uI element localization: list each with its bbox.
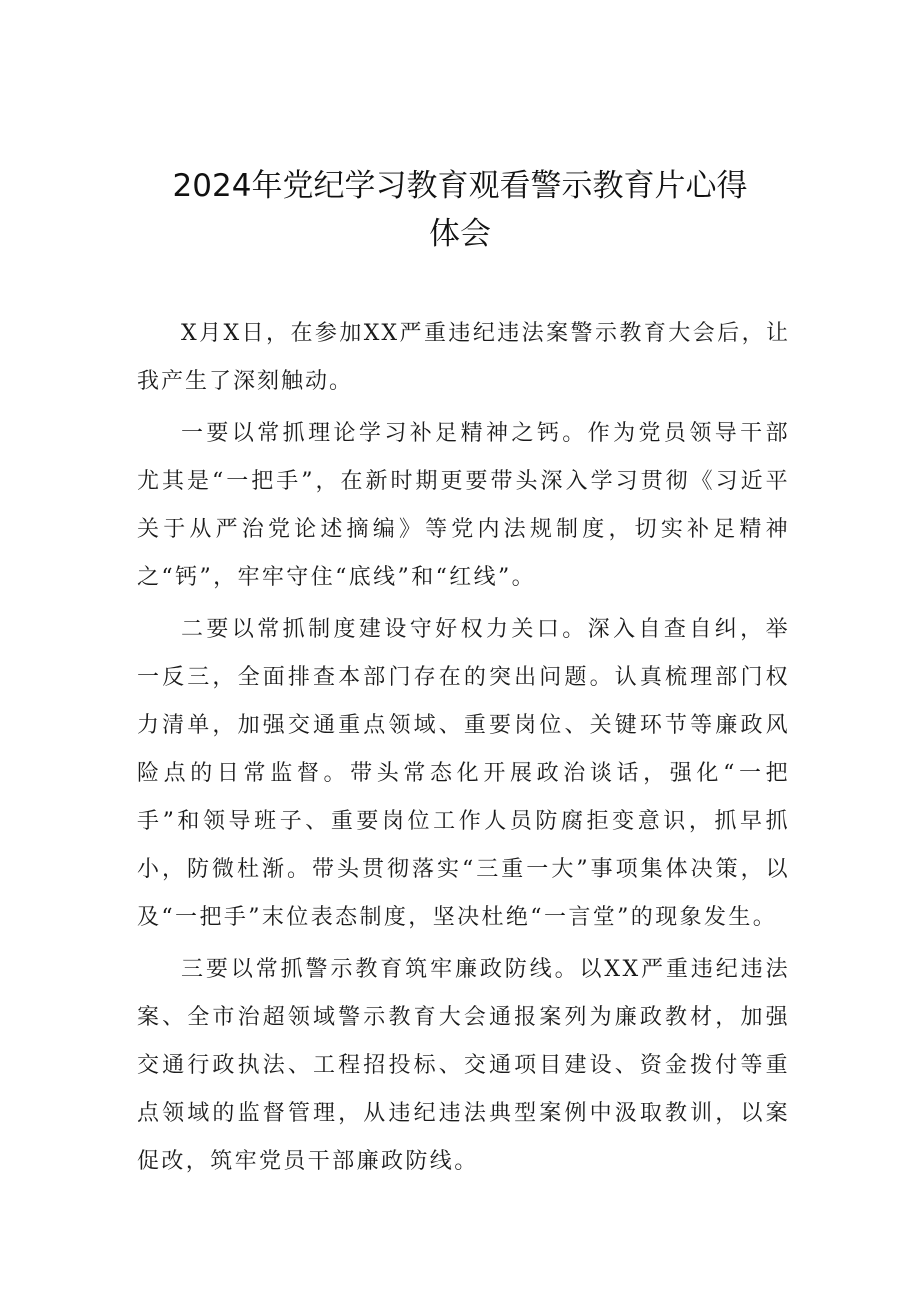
document-title — [150, 162, 770, 258]
title-line-1: 2024年党纪学习教育观看警示教育片心得 — [172, 168, 748, 204]
paragraph-theory-study: 一要以常抓理论学习补足精神之钙。作为党员领导干部尤其是“一把手”，在新时期更要带头深入学习贯彻《习近平关于从严治党论述摘编》等党内法规制度，切实补足精神之“钙”，牢牢守住“底线”和“红线”。 — [137, 421, 790, 590]
paragraph-intro: X月X日，在参加XX严重违纪违法案警示教育大会后，让我产生了深刻触动。 — [137, 321, 790, 394]
paragraph-warning-education: 三要以常抓警示教育筑牢廉政防线。以XX严重违纪违法案、全市治超领域警示教育大会通报案列为廉政教材，加强交通行政执法、工程招投标、交通项目建设、资金拨付等重点领域的监督管理，从违纪违法典型案例中汲取教训，以案促改，筑牢党员干部廉政防线。 — [137, 957, 790, 1174]
document-body — [137, 310, 790, 1190]
paragraph-system-building: 二要以常抓制度建设守好权力关口。深入自查自纠，举一反三，全面排查本部门存在的突出问题。认真梳理部门权力清单，加强交通重点领域、重要岗位、关键环节等廉政风险点的日常监督。带头常态化开展政治谈话，强化“一把手”和领导班子、重要岗位工作人员防腐拒变意识，抓早抓小，防微杜渐。带头贯彻落实“三重一大”事项集体决策，以及“一把手”末位表态制度，坚决杜绝“一言堂”的现象发生。 — [137, 617, 790, 930]
title-line-2: 体会 — [429, 216, 491, 252]
